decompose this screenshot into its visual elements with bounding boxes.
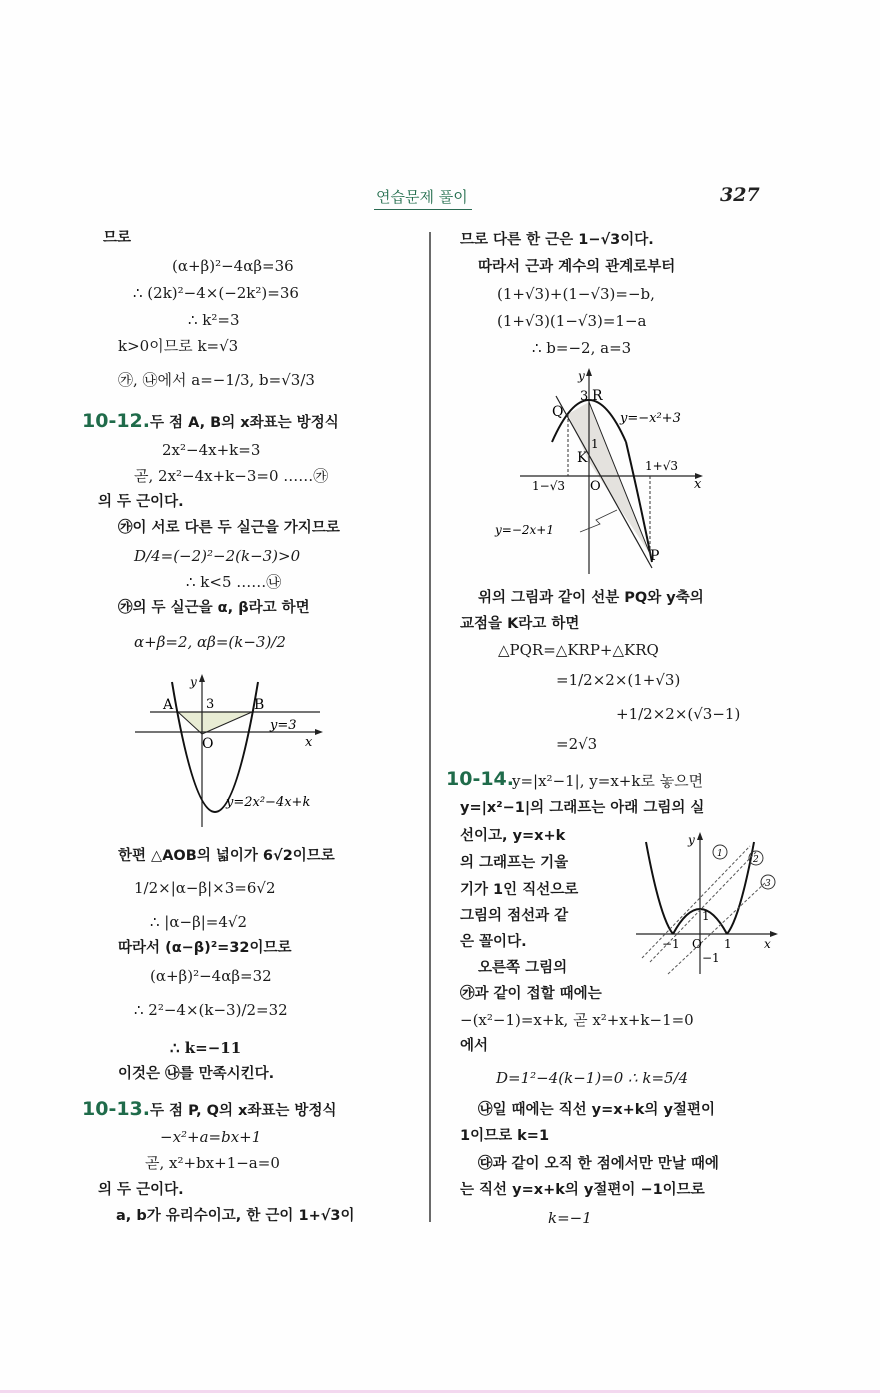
text-line: 한편 △AOB의 넓이가 6√2이므로 bbox=[118, 848, 335, 864]
svg-text:1: 1 bbox=[702, 909, 710, 923]
text-line: 의 그래프는 기울 bbox=[460, 855, 569, 871]
svg-text:3: 3 bbox=[765, 879, 771, 889]
problem-number-10-13: 10-13. bbox=[82, 1098, 150, 1120]
text-line: 따라서 근과 계수의 관계로부터 bbox=[478, 259, 676, 275]
section-title: 연습문제 풀이 bbox=[374, 186, 472, 210]
svg-text:y: y bbox=[578, 369, 585, 383]
equation: ∴ 2²−4×(k−3)/2=32 bbox=[134, 1001, 288, 1019]
equation: (α+β)²−4αβ=36 bbox=[172, 257, 294, 275]
equation: −x²+a=bx+1 bbox=[160, 1128, 262, 1146]
svg-text:Q: Q bbox=[552, 404, 564, 420]
equation: ∴ k<5 ……㉯ bbox=[186, 573, 282, 591]
equation: k=−1 bbox=[548, 1209, 592, 1227]
text-line: 므로 bbox=[103, 230, 132, 246]
svg-text:y=2x²−4x+k: y=2x²−4x+k bbox=[226, 795, 311, 810]
svg-text:x: x bbox=[694, 477, 702, 492]
abs-parabola-figure-10-14 bbox=[628, 828, 788, 978]
equation: (1+√3)(1−√3)=1−a bbox=[497, 312, 647, 330]
equation: D=1²−4(k−1)=0 ∴ k=5/4 bbox=[496, 1069, 689, 1087]
equation: (1+√3)+(1−√3)=−b, bbox=[497, 285, 655, 303]
equation: 2x²−4x+k=3 bbox=[162, 441, 261, 459]
text-line: 1이므로 k=1 bbox=[460, 1128, 550, 1144]
svg-text:−1: −1 bbox=[662, 937, 680, 951]
text-line: a, b가 유리수이고, 한 근이 1+√3이 bbox=[116, 1208, 355, 1224]
equation: D/4=(−2)²−2(k−3)>0 bbox=[134, 547, 301, 565]
equation: 1/2×|α−β|×3=6√2 bbox=[134, 879, 276, 897]
bottom-edge-bar bbox=[0, 1390, 880, 1393]
svg-text:2: 2 bbox=[753, 855, 759, 865]
svg-text:B: B bbox=[254, 697, 265, 713]
text-line: 따라서 (α−β)²=32이므로 bbox=[118, 940, 292, 956]
svg-text:O: O bbox=[590, 479, 601, 494]
text-line: 오른쪽 그림의 bbox=[478, 960, 568, 976]
text-line: 교점을 K라고 하면 bbox=[460, 616, 580, 632]
text-line: y=|x²−1|의 그래프는 아래 그림의 실 bbox=[460, 800, 705, 816]
equation: −(x²−1)=x+k, 곧 x²+x+k−1=0 bbox=[460, 1011, 694, 1029]
text-line: 의 두 근이다. bbox=[98, 494, 184, 510]
svg-text:1−√3: 1−√3 bbox=[532, 479, 565, 493]
text-line: 은 꼴이다. bbox=[460, 934, 527, 950]
page-number: 327 bbox=[720, 184, 760, 206]
parabola-figure-10-12 bbox=[130, 672, 350, 832]
equation: α+β=2, αβ=(k−3)/2 bbox=[134, 633, 286, 651]
parabola-line-figure-10-13 bbox=[480, 362, 730, 582]
column-divider bbox=[429, 232, 431, 1222]
equation: (α+β)²−4αβ=32 bbox=[150, 967, 272, 985]
svg-text:1: 1 bbox=[591, 437, 599, 451]
svg-text:1+√3: 1+√3 bbox=[645, 459, 678, 473]
svg-text:−1: −1 bbox=[702, 951, 720, 965]
svg-text:y=−2x+1: y=−2x+1 bbox=[495, 523, 554, 537]
svg-text:y: y bbox=[688, 833, 695, 847]
text-line: 그림의 점선과 같 bbox=[460, 908, 569, 924]
svg-text:y=3: y=3 bbox=[270, 718, 297, 733]
svg-text:y: y bbox=[190, 675, 197, 689]
svg-text:3: 3 bbox=[206, 697, 215, 712]
text-line: 므로 다른 한 근은 1−√3이다. bbox=[460, 232, 654, 248]
text-line: y=|x²−1|, y=x+k로 놓으면 bbox=[512, 772, 704, 790]
equation: 곧, 2x²−4x+k−3=0 ……㉮ bbox=[134, 467, 329, 485]
svg-text:1: 1 bbox=[724, 937, 732, 951]
text-line: ㉯일 때에는 직선 y=x+k의 y절편이 bbox=[478, 1102, 715, 1118]
svg-text:R: R bbox=[592, 388, 603, 404]
svg-text:x: x bbox=[305, 735, 313, 750]
equation: +1/2×2×(√3−1) bbox=[616, 705, 741, 723]
equation-result: ∴ k=−11 bbox=[170, 1039, 242, 1057]
text-line: 는 직선 y=x+k의 y절편이 −1이므로 bbox=[460, 1182, 705, 1198]
text-line: ㉰과 같이 오직 한 점에서만 만날 때에 bbox=[478, 1156, 719, 1172]
equation: =2√3 bbox=[556, 735, 598, 753]
svg-text:y=−x²+3: y=−x²+3 bbox=[620, 411, 681, 426]
text-line: 두 점 A, B의 x좌표는 방정식 bbox=[150, 415, 339, 431]
text-line: ㉮과 같이 접할 때에는 bbox=[460, 986, 602, 1002]
equation: ㉮, ㉯에서 a=−1/3, b=√3/3 bbox=[118, 371, 315, 389]
svg-text:O: O bbox=[202, 736, 214, 752]
text-line: 선이고, y=x+k bbox=[460, 828, 566, 844]
equation: =1/2×2×(1+√3) bbox=[556, 671, 681, 689]
equation: ∴ k²=3 bbox=[188, 311, 240, 329]
text-line: ㉮의 두 실근을 α, β라고 하면 bbox=[118, 600, 310, 616]
svg-text:O: O bbox=[692, 937, 702, 951]
problem-number-10-14: 10-14. bbox=[446, 768, 514, 790]
svg-text:A: A bbox=[163, 697, 174, 713]
equation: 곧, x²+bx+1−a=0 bbox=[145, 1154, 280, 1172]
text-line: 의 두 근이다. bbox=[98, 1182, 184, 1198]
text-line: 에서 bbox=[460, 1038, 489, 1054]
equation: k>0이므로 k=√3 bbox=[118, 337, 239, 355]
text-line: 기가 1인 직선으로 bbox=[460, 882, 579, 898]
text-line: 두 점 P, Q의 x좌표는 방정식 bbox=[150, 1103, 337, 1119]
text-line: ㉮이 서로 다른 두 실근을 가지므로 bbox=[118, 520, 340, 536]
equation: ∴ b=−2, a=3 bbox=[532, 339, 632, 357]
svg-text:3: 3 bbox=[580, 389, 589, 404]
text-line: 위의 그림과 같이 선분 PQ와 y축의 bbox=[478, 590, 704, 606]
svg-text:1: 1 bbox=[717, 849, 723, 859]
svg-text:x: x bbox=[764, 937, 771, 951]
problem-number-10-12: 10-12. bbox=[82, 410, 150, 432]
equation: ∴ (2k)²−4×(−2k²)=36 bbox=[133, 284, 299, 302]
equation: △PQR=△KRP+△KRQ bbox=[498, 641, 659, 659]
equation: ∴ |α−β|=4√2 bbox=[150, 913, 248, 931]
text-line: 이것은 ㉯를 만족시킨다. bbox=[118, 1066, 275, 1082]
svg-text:K: K bbox=[577, 450, 588, 466]
svg-text:P: P bbox=[650, 548, 660, 564]
